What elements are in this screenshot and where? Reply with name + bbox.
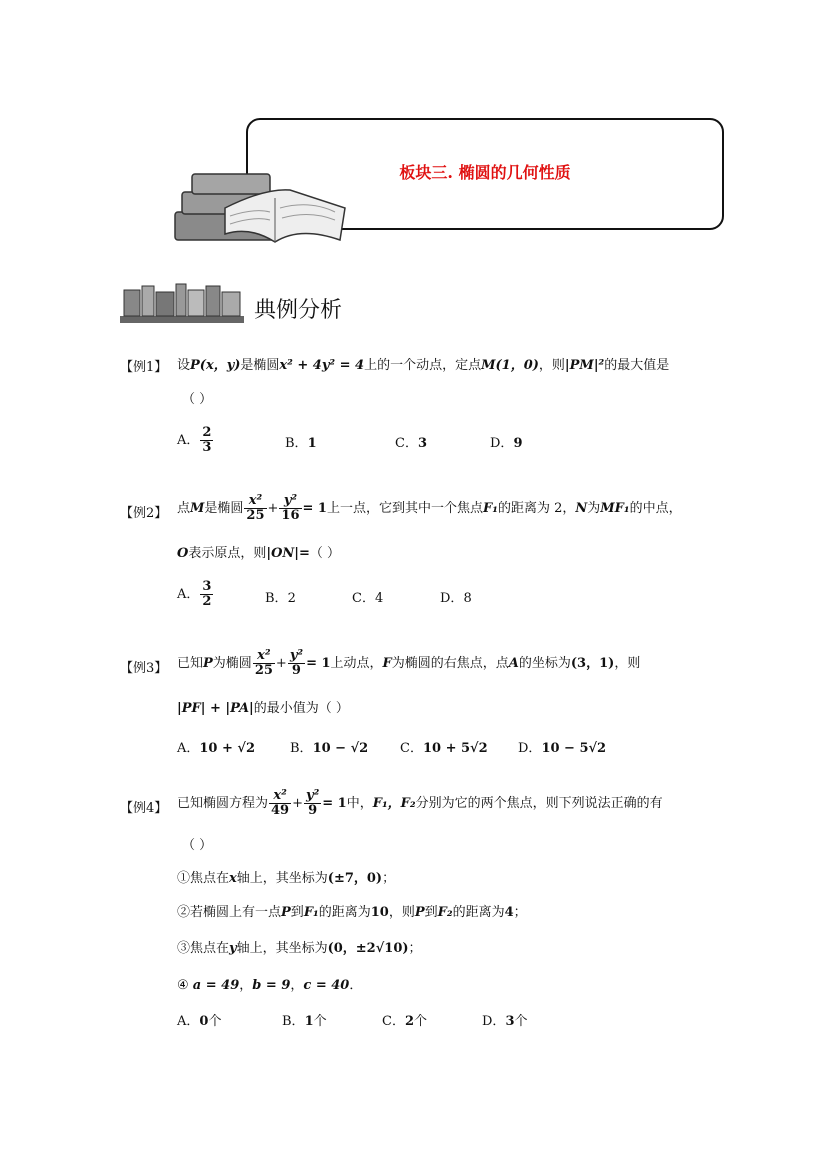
example-4-item-4: ④ a = 49，b = 9，c = 40． bbox=[177, 978, 363, 993]
example-2-tag: 【例2】 bbox=[120, 506, 168, 521]
example-3-option-a: A．10 + √2 bbox=[177, 741, 256, 756]
example-3-question-cont: |PF| + |PA|的最小值为（ ） bbox=[177, 701, 349, 716]
example-3-option-c: C．10 + 5√2 bbox=[400, 741, 488, 756]
example-2-question: 点M是椭圆 $\frac{\text{x²}}{25}$ + $\frac{\text{y²}}{16}$ = 1上一点，它到其中一个焦点F₁的距离为 2，N为MF₁的中点， bbox=[177, 493, 682, 523]
example-1-blank: （ ） bbox=[182, 392, 213, 407]
example-4-item-3: ③焦点在y轴上，其坐标为(0，±2√10)； bbox=[177, 941, 422, 956]
example-4-question: 已知椭圆方程为 $\frac{\text{x²}}{49}$ + $\frac{\text{y²}}{9}$ = 1中，F₁，F₂分别为它的两个焦点，则下列说法正确的有 bbox=[177, 788, 663, 818]
example-1-option-a: A． $\frac{2}{3}$ bbox=[177, 425, 212, 455]
example-1-option-c: C．3 bbox=[395, 436, 427, 451]
example-1-option-b: B．1 bbox=[285, 436, 317, 451]
example-1-question: 设P(x，y)是椭圆x² + 4y² = 4上的一个动点，定点M(1，0)，则|PM|²的最大值是 bbox=[177, 358, 670, 373]
example-2-option-d: D．8 bbox=[440, 591, 472, 606]
example-4-option-a: A．0个 bbox=[177, 1014, 222, 1029]
example-4-option-d: D．3个 bbox=[482, 1014, 528, 1029]
example-3-option-d: D．10 − 5√2 bbox=[518, 741, 607, 756]
section-title: 典例分析 bbox=[254, 298, 343, 323]
example-2-option-b: B．2 bbox=[265, 591, 296, 606]
example-4-tag: 【例4】 bbox=[120, 801, 168, 816]
bookshelf-icon bbox=[120, 282, 244, 324]
example-4-item-2: ②若椭圆上有一点P到F₁的距离为10，则P到F₂的距离为4； bbox=[177, 905, 527, 920]
example-1-option-d: D．9 bbox=[490, 436, 523, 451]
example-4-blank: （ ） bbox=[182, 838, 213, 853]
example-2-question-cont: O表示原点，则|ON|=（ ） bbox=[177, 546, 341, 561]
example-3-tag: 【例3】 bbox=[120, 661, 168, 676]
page-title: 板块三. 椭圆的几何性质 bbox=[399, 163, 571, 182]
example-3-option-b: B．10 − √2 bbox=[290, 741, 369, 756]
example-3-question: 已知P为椭圆 $\frac{\text{x²}}{25}$ + $\frac{\text{y²}}{9}$ = 1上动点，F为椭圆的右焦点，点A的坐标为(3，1)，则 bbox=[177, 648, 641, 678]
example-1-tag: 【例1】 bbox=[120, 360, 168, 375]
example-4-item-1: ①焦点在x轴上，其坐标为(±7，0)； bbox=[177, 871, 396, 886]
example-4-option-b: B．1个 bbox=[282, 1014, 327, 1029]
example-2-option-a: A． $\frac{3}{2}$ bbox=[177, 579, 212, 609]
example-4-option-c: C．2个 bbox=[382, 1014, 428, 1029]
example-2-option-c: C．4 bbox=[352, 591, 384, 606]
